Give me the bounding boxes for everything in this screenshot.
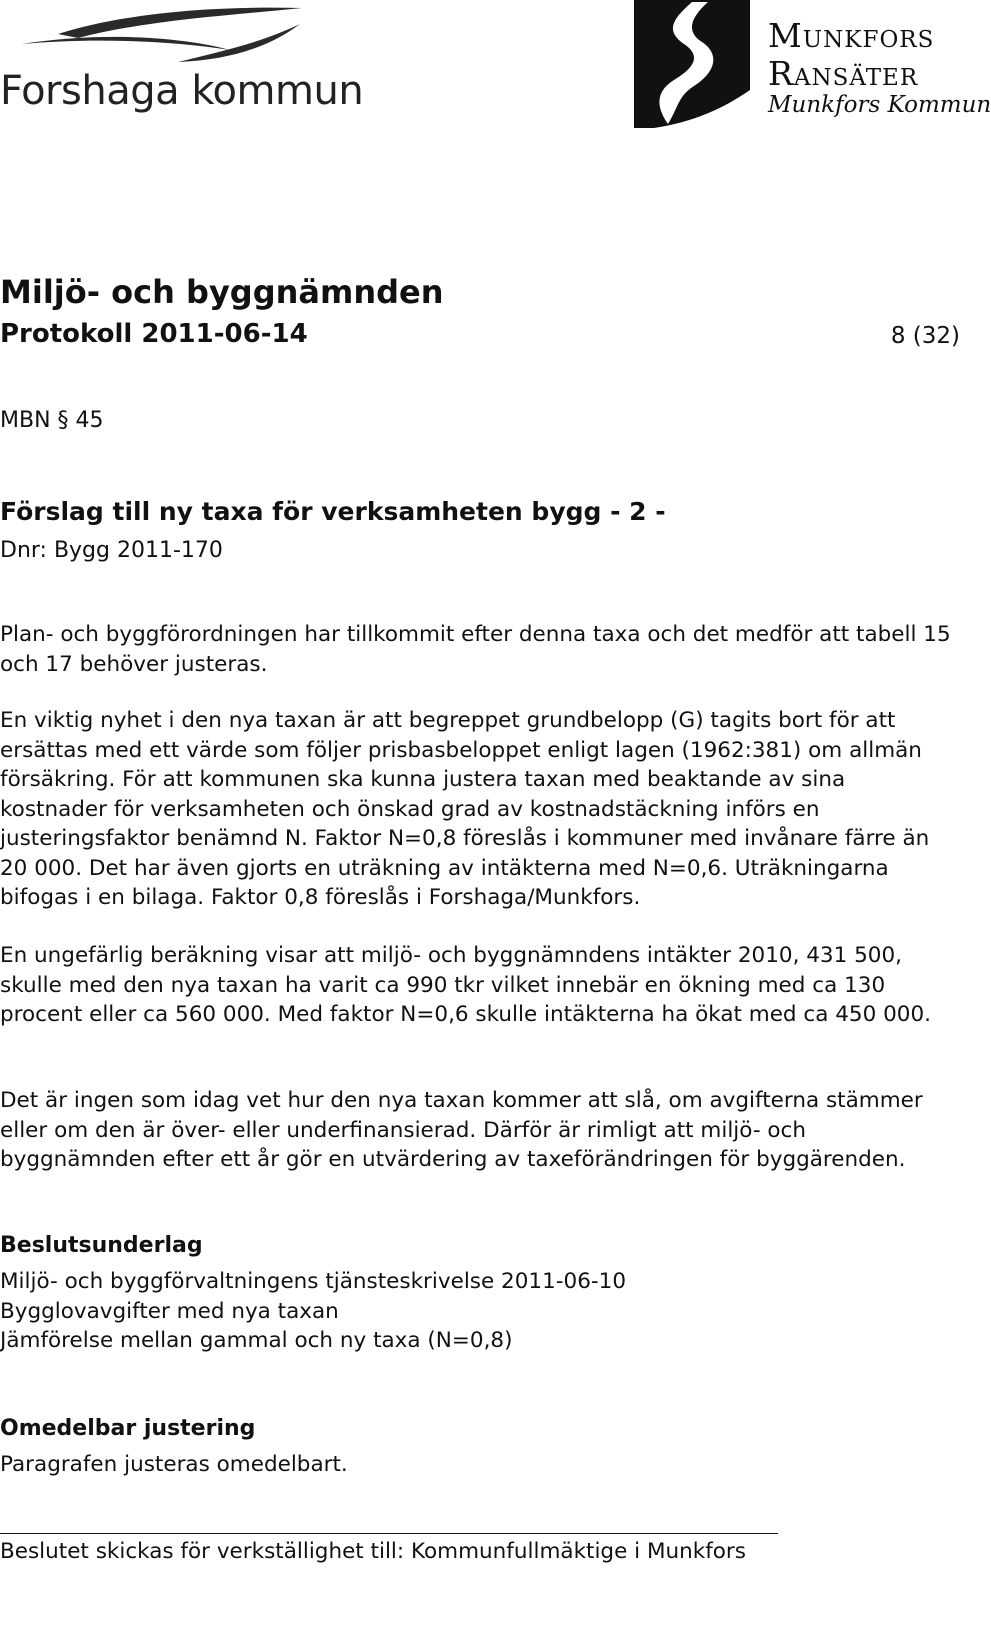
body-paragraph: Det är ingen som idag vet hur den nya taxan kommer att slå, om avgifterna stämmer eller om den är över- eller underfinansierad. Därför är rimligt att miljö- och byggnämnden efter ett år gör en utvärdering av taxeförändringen för byggärenden.	[0, 1088, 923, 1172]
page-title: Miljö- och byggnämnden	[0, 273, 444, 311]
distribution-footer: Beslutet skickas för verkställighet till: Kommunfullmäktige i Munkfors	[0, 1539, 746, 1564]
beslutsunderlag-list	[0, 1267, 626, 1356]
page-number: 8 (32)	[890, 323, 960, 349]
munkfors-logo	[634, 0, 991, 130]
body-paragraph: En ungefärlig beräkning visar att miljö- och byggnämndens intäkter 2010, 431 500, skulle med den nya taxan ha varit ca 990 tkr vilket innebär en ökning med ca 130 procent eller ca 560 000. Med faktor N=0,6 skulle intäkterna ha ökat med ca 450 000.	[0, 943, 931, 1027]
subject-heading: Förslag till ny taxa för verksamheten bygg - 2 -	[0, 497, 666, 526]
swoosh-logo-icon	[18, 4, 308, 70]
diary-number: Dnr: Bygg 2011-170	[0, 538, 223, 563]
forshaga-logo	[0, 0, 364, 120]
paragraph-number: MBN § 45	[0, 408, 104, 433]
omedelbar-justering-heading: Omedelbar justering	[0, 1416, 256, 1441]
omedelbar-justering-text: Paragrafen justeras omedelbart.	[0, 1452, 348, 1477]
list-item: Miljö- och byggförvaltningens tjänsteskrivelse 2011-06-10	[0, 1269, 627, 1294]
forshaga-wordmark: Forshaga kommun	[0, 68, 364, 114]
beslutsunderlag-heading: Beslutsunderlag	[0, 1233, 203, 1258]
munkfors-wordmark: Munkfors	[768, 16, 935, 55]
body-paragraph: Plan- och byggförordningen har tillkommit efter denna taxa och det medför att tabell 15 och 17 behöver justeras.	[0, 622, 951, 677]
river-emblem-icon	[634, 0, 750, 128]
list-item: Jämförelse mellan gammal och ny taxa (N=0,8)	[0, 1328, 513, 1353]
protocol-date: Protokoll 2011-06-14	[0, 319, 308, 349]
list-item: Bygglovavgifter med nya taxan	[0, 1298, 339, 1324]
ransater-wordmark: Ransäter	[768, 54, 919, 93]
signature-divider	[0, 1533, 778, 1534]
body-paragraph: En viktig nyhet i den nya taxan är att begreppet grundbelopp (G) tagits bort för att ersättas med ett värde som följer prisbasbeloppet enligt lagen (1962:381) om allmän försäkring. För att kommunen ska kunna justera taxan med beaktande av sina kostnader för verksamheten och önskad grad av kostnadstäckning införs en justeringsfaktor benämnd N. Faktor N=0,8 föreslås i kommuner med invånare färre än 20 000. Det har även gjorts en uträkning av intäkterna med N=0,6. Uträkningarna bifogas i en bilaga. Faktor 0,8 föreslås i Forshaga/Munkfors.	[0, 708, 930, 910]
munkfors-kommun-wordmark: Munkfors Kommun	[768, 92, 991, 118]
